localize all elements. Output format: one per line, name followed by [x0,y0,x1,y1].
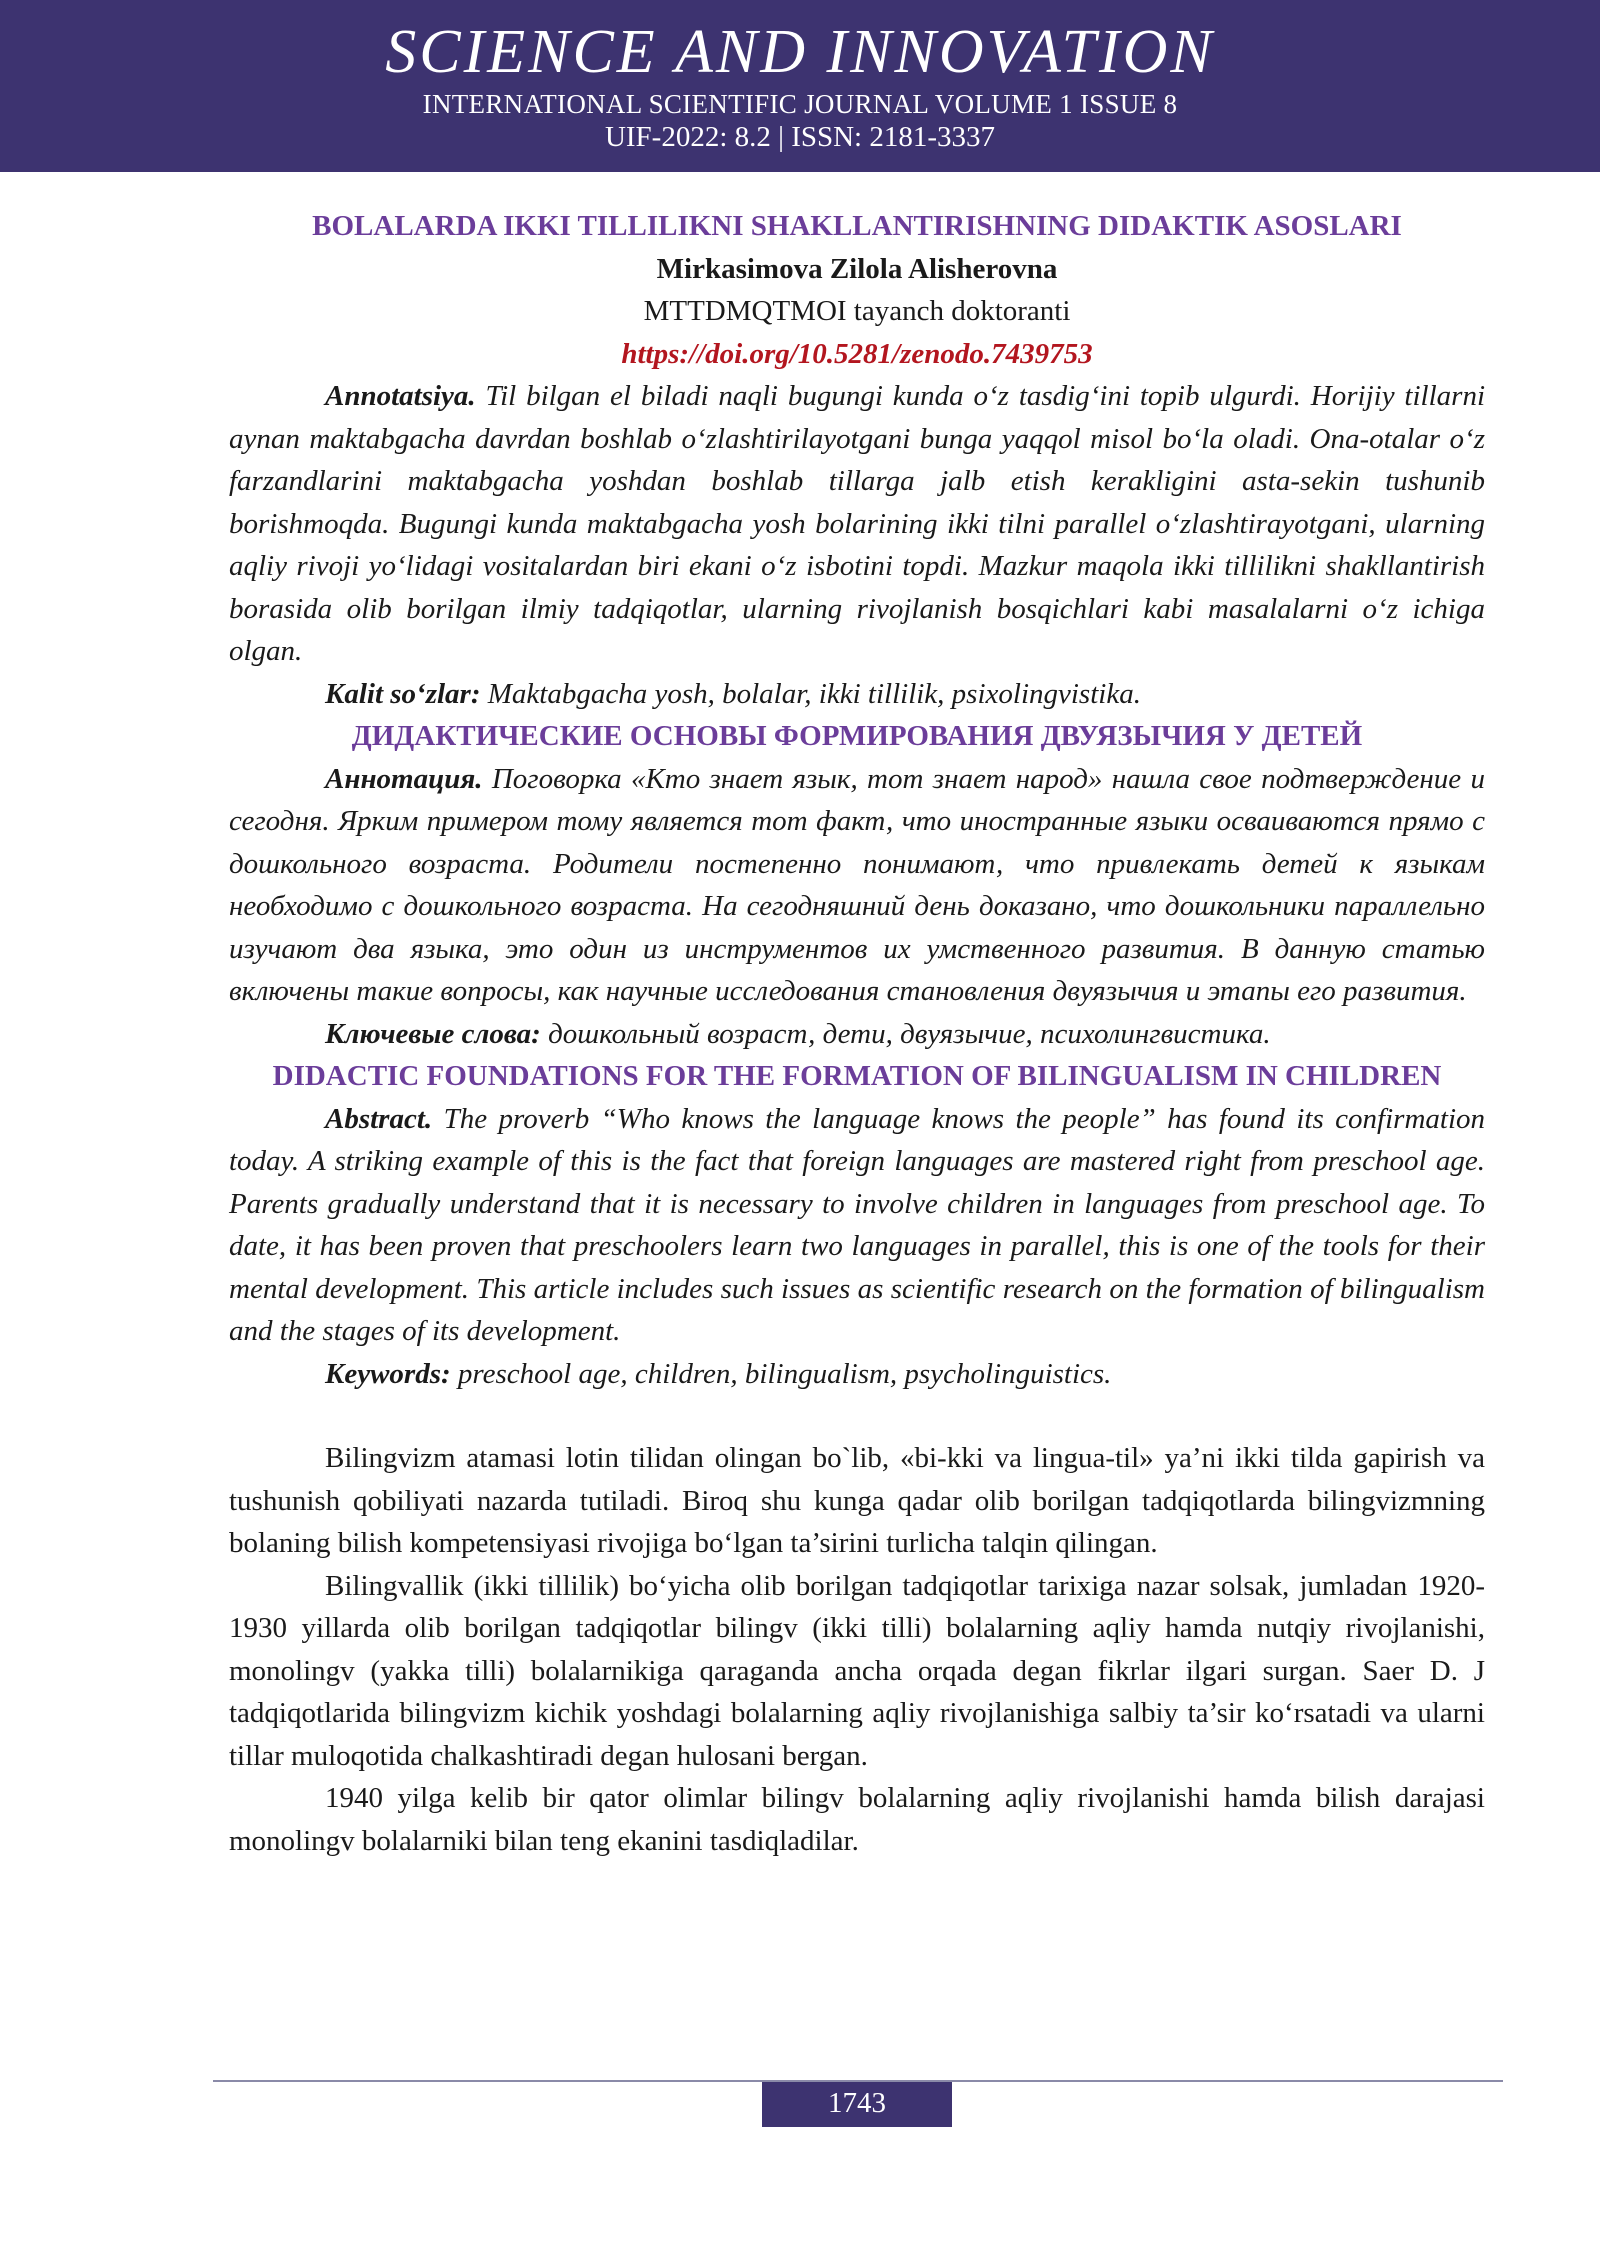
abstract-ru [229,758,1485,1013]
journal-header [0,0,1600,172]
article-title-uz: BOLALARDA IKKI TILLILIKNI SHAKLLANTIRISHNING DIDAKTIK ASOSLARI [312,210,1402,242]
article-title-ru: ДИДАКТИЧЕСКИЕ ОСНОВЫ ФОРМИРОВАНИЯ ДВУЯЗЫЧИЯ У ДЕТЕЙ [351,720,1363,752]
keywords-ru [229,1013,1485,1056]
article-content [229,205,1485,1862]
journal-title: SCIENCE AND INNOVATION [385,18,1215,86]
abstract-ru-label: Аннотация. [325,762,483,795]
keywords-uz [229,673,1485,716]
abstract-uz [229,375,1485,673]
abstract-ru-text: Поговорка «Кто знает язык, тот знает народ» нашла свое подтверждение и сегодня. Ярким примером тому является тот факт, что иностранные языки осваиваются прямо с дошкольного возраста. Родители постепенно понимают, что привлекать детей к языкам необходимо с дошкольного возраста. На сегодняшний день доказано, что дошкольники параллельно изучают два языка, это один из инструментов их умственного развития. В данную статью включены такие вопросы, как научные исследования становления двуязычия и этапы его развития. [229,762,1485,1007]
keywords-ru-text: дошкольный возраст, дети, двуязычие, психолингвистика. [540,1017,1271,1050]
abstract-en-text: The proverb “Who knows the language knows the people” has found its confirmation today. A striking example of this is the fact that foreign languages are mastered right from preschool age. Parents gradually understand that it is necessary to involve children in languages from preschool age. To date, it has been proven that preschoolers learn two languages in parallel, this is one of the tools for their mental development. This article includes such issues as scientific research on the formation of bilingualism and the stages of its development. [229,1102,1485,1347]
keywords-ru-label: Ключевые слова: [325,1017,541,1050]
body-paragraph-3: 1940 yilga kelib bir qator olimlar bilingv bolalarning aqliy rivojlanishi hamda bilish darajasi monolingv bolalarniki bilan teng ekanini tasdiqladilar. [229,1782,1485,1857]
keywords-en [229,1353,1485,1396]
page-number: 1743 [762,2082,952,2127]
abstract-uz-text: Til bilgan el biladi naqli bugungi kunda o‘z tasdig‘ini topib ulgurdi. Horijiy tillarni aynan maktabgacha davrdan boshlab o‘zlashtirilayotgani bunga yaqqol misol bo‘la oladi. Ona-otalar o‘z farzandlarini maktabgacha yoshdan boshlab tillarga jalb etish kerakligini asta-sekin tushunib borishmoqda. Bugungi kunda maktabgacha yosh bolarining ikki tilni parallel o‘zlashtirayotgani, ularning aqliy rivoji yo‘lidagi vositalardan biri ekani o‘z isbotini topdi. Mazkur maqola ikki tillilikni shakllantirish borasida olib borilgan ilmiy tadqiqotlar, ularning rivojlanish bosqichlari kabi masalalarni o‘z ichiga olgan. [229,380,1485,667]
abstract-en [229,1098,1485,1353]
body-paragraph-1: Bilingvizm atamasi lotin tilidan olingan bo`lib, «bi-kki va lingua-til» ya’ni ikki tilda gapirish va tushunish qobiliyati nazarda tutiladi. Biroq shu kunga qadar olib borilgan tadqiqotlarda bilingvizmning bolaning bilish kompetensiyasi rivojiga bo‘lgan ta’sirini turlicha talqin qilingan. [229,1442,1485,1559]
body-paragraph-2: Bilingvallik (ikki tillilik) bo‘yicha olib borilgan tadqiqotlar tarixiga nazar solsak, jumladan 1920-1930 yillarda olib borilgan tadqiqotlar bilingv (ikki tilli) bolalarning aqliy hamda nutqiy rivojlanishi, monolingv (yakka tilli) bolalarnikiga qaraganda ancha orqada degan fikrlar ilgari surgan. Saer D. J tadqiqotlarida bilingvizm kichik yoshdagi bolalarning aqliy rivojlanishiga salbiy ta’sir ko‘rsatadi va ularni tillar muloqotida chalkashtiradi degan hulosani bergan. [229,1569,1485,1772]
doi-link[interactable]: https://doi.org/10.5281/zenodo.7439753 [621,337,1093,370]
journal-subtitle: INTERNATIONAL SCIENTIFIC JOURNAL VOLUME 1 ISSUE 8 [422,89,1178,119]
keywords-en-label: Keywords: [325,1357,451,1390]
journal-issn: UIF-2022: 8.2 | ISSN: 2181-3337 [604,121,996,153]
article-title-en: DIDACTIC FOUNDATIONS FOR THE FORMATION OF BILINGUALISM IN CHILDREN [272,1060,1442,1092]
author-name: Mirkasimova Zilola Alisherovna [656,252,1058,285]
abstract-uz-label: Annotatsiya. [325,380,476,412]
section-gap [229,1395,1485,1437]
author-affiliation: MTTDMQTMOI tayanch doktoranti [643,295,1071,327]
keywords-en-text: preschool age, children, bilingualism, psycholinguistics. [450,1357,1112,1390]
keywords-uz-text: Maktabgacha yosh, bolalar, ikki tillilik, psixolingvistika. [480,677,1141,710]
keywords-uz-label: Kalit so‘zlar: [325,677,481,710]
abstract-en-label: Abstract. [325,1102,433,1135]
